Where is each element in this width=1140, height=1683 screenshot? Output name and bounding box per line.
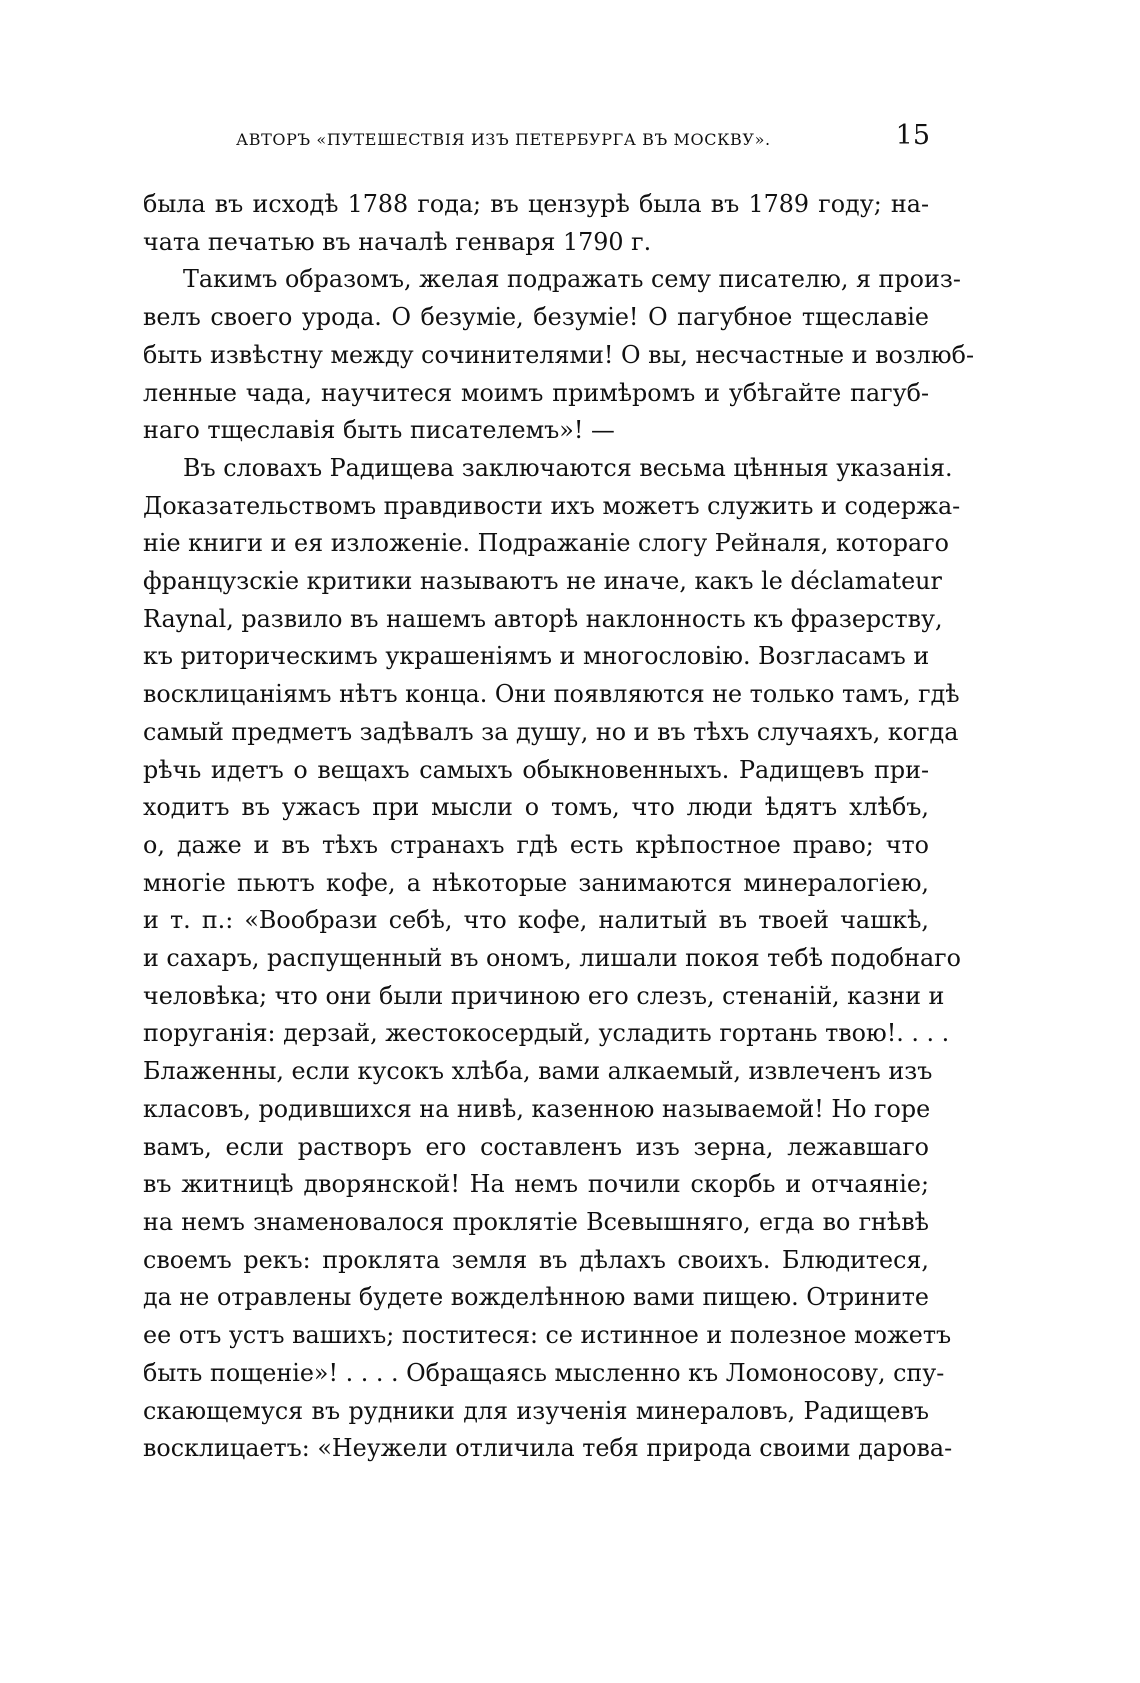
text-line: быть пощеніе»! . . . . Обращаясь мысленно къ Ломоносову, спу-: [143, 1358, 945, 1387]
running-title: АВТОРЪ «ПУТЕШЕСТВІЯ ИЗЪ ПЕТЕРБУРГА ВЪ МОСКВУ».: [236, 130, 771, 149]
text-line: рѣчь идетъ о вещахъ самыхъ обыкновенныхъ. Радищевъ при-: [143, 755, 929, 784]
text-line: велъ своего урода. О безуміе, безуміе! О пагубное тщеславіе: [143, 303, 929, 332]
page-number: 15: [895, 120, 930, 151]
text-line: ходитъ въ ужасъ при мысли о томъ, что люди ѣдятъ хлѣбъ,: [143, 793, 929, 822]
text-line: восклицаетъ: «Неужели отличила тебя природа своими дарова-: [143, 1434, 953, 1463]
text-line: и сахаръ, распущенный въ ономъ, лишали покоя тебѣ подобнаго: [143, 944, 961, 973]
text-line: ніе книги и ея изложеніе. Подражаніе слогу Рейналя, котораго: [143, 529, 949, 558]
text-line: быть извѣстну между сочинителями! О вы, несчастные и возлюб-: [143, 340, 975, 369]
body-text: [143, 186, 975, 1468]
text-line: многіе пьютъ кофе, а нѣкоторые занимаются минералогіею,: [143, 868, 929, 897]
text-line: ленные чада, научитеся моимъ примѣромъ и убѣгайте пагуб-: [143, 378, 929, 407]
text-line: восклицаніямъ нѣтъ конца. Они появляются не только тамъ, гдѣ: [143, 680, 960, 709]
text-line: самый предметъ задѣвалъ за душу, но и въ тѣхъ случаяхъ, когда: [143, 717, 959, 746]
text-line: вамъ, если растворъ его составленъ изъ зерна, лежавшаго: [143, 1132, 929, 1161]
text-line: на немъ знаменовалося проклятіе Всевышняго, егда во гнѣвѣ: [143, 1207, 929, 1236]
text-line: скающемуся въ рудники для изученія минераловъ, Радищевъ: [143, 1396, 929, 1425]
text-line: да не отравлены будете вожделѣнною вами пищею. Отрините: [143, 1283, 929, 1312]
text-line: класовъ, родившихся на нивѣ, казенною называемой! Но горе: [143, 1094, 931, 1123]
text-line: Въ словахъ Радищева заключаются весьма цѣнныя указанія.: [183, 453, 953, 482]
paragraph-1: [143, 186, 929, 261]
text-line: поруганія: дерзай, жестокосердый, усладить гортань твою!. . . .: [143, 1019, 950, 1048]
text-line: чата печатью въ началѣ генваря 1790 г.: [143, 227, 652, 256]
text-line: и т. п.: «Вообрази себѣ, что кофе, налитый въ твоей чашкѣ,: [143, 906, 929, 935]
text-line: Блаженны, если кусокъ хлѣба, вами алкаемый, извлеченъ изъ: [143, 1057, 933, 1086]
text-line: къ риторическимъ украшеніямъ и многословію. Возгласамъ и: [143, 642, 930, 671]
text-line: своемъ рекъ: проклята земля въ дѣлахъ своихъ. Блюдитеся,: [143, 1245, 929, 1274]
paragraph-3: [143, 450, 961, 1468]
text-line: человѣка; что они были причиною его слезъ, стенаній, казни и: [143, 981, 945, 1010]
text-line: Такимъ образомъ, желая подражать сему писателю, я произ-: [183, 265, 961, 294]
text-line: въ житницѣ дворянской! На немъ почили скорбь и отчаяніе;: [143, 1170, 929, 1199]
text-line: Raynal, развило въ нашемъ авторѣ наклонность къ фразерству,: [143, 604, 943, 633]
text-line: ее отъ устъ вашихъ; поститеся: се истинное и полезное можетъ: [143, 1321, 952, 1350]
text-line: Доказательствомъ правдивости ихъ можетъ служить и содержа-: [143, 491, 961, 520]
paragraph-2: [143, 261, 975, 450]
text-line: о, даже и въ тѣхъ странахъ гдѣ есть крѣпостное право; что: [143, 830, 929, 859]
text-line: была въ исходѣ 1788 года; въ цензурѣ была въ 1789 году; на-: [143, 190, 929, 218]
text-line: французскіе критики называютъ не иначе, какъ le déclamateur: [143, 567, 942, 596]
running-header: [236, 118, 936, 158]
text-line: наго тщеславія быть писателемъ»! —: [143, 416, 615, 445]
